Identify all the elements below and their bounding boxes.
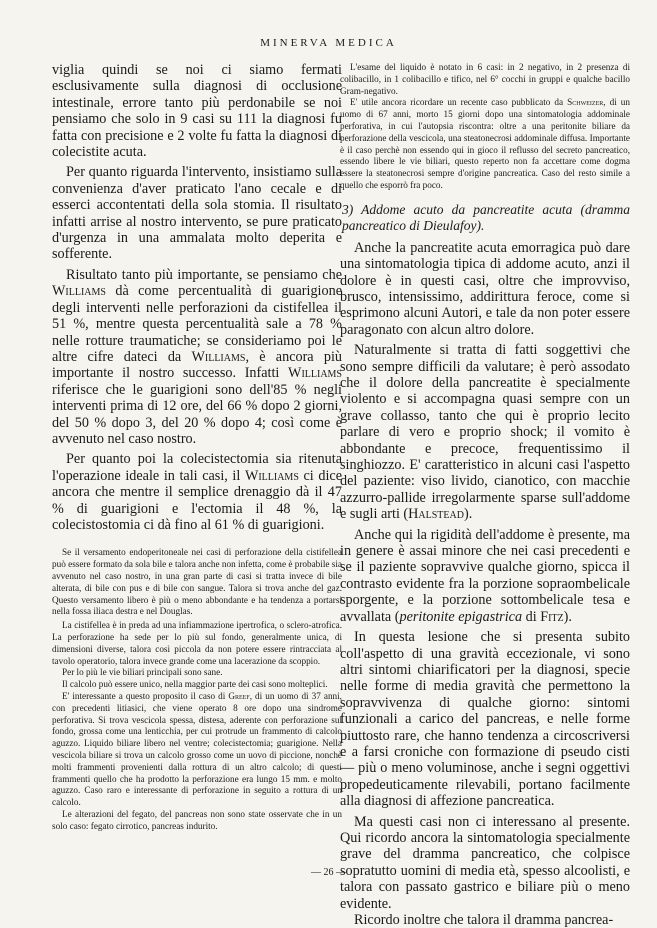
note: Per lo più le vie biliari principali sono sane. xyxy=(62,667,223,678)
author-name: Williams xyxy=(244,467,299,484)
note: La cistifellea è in preda ad una infiammazione ipertrofica, o sclero-atrofica. La perforazione ha sede per lo più sul fondo, generalmente unica, di dimensioni diverse, talora così piccola da non potere essere rintracciata al tavolo operatorio, talora invece grande come una lacerazione da scoppio. xyxy=(52,620,342,666)
paragraph: Ricordo inoltre che talora il dramma pancrea- xyxy=(354,912,614,928)
paragraph: In questa lesione che si presenta subito coll'aspetto di una gravità eccezionale, vi sono altri sintomi chiarificatori per la diagnosi, specie nelle forme di media gravità che permettono la sopravvivenza di qualche giorno: sintomi funzionali a carico del pancreas, e nelle forme piuttosto rare, che hanno tendenza a circoscriversi e a farsi croniche con formazione di pseudo cisti — più o meno voluminose, anche i segni oggettivi propedeuticamente rilevabili, portano facilmente alla diagnosi di affezione pancreatica. xyxy=(340,629,630,810)
paragraph: Ma questi casi non ci interessano al presente. Qui ricordo ancora la sintomatologia specialmente grave del dramma pancreatico, che colpisce sopratutto uomini di media età, spesso alcoolisti, e talora con passato gastrico e biliare più o meno evidente. xyxy=(340,813,630,912)
left-column xyxy=(52,62,342,833)
note: Se il versamento endoperitoneale nei casi di perforazione della cistifellea può essere formato da sola bile e talora anche non infetta, come è probabile sia avvenuto nel caso nostro, in una gran parte di casi si tratta invece di bile alterata, di bile con pus e di bile con sangue. Talora si trova anche del gaz. Questo versamento libero è più o meno abbondante e ha tendenza a portarsi nella fossa iliaca destra e nel Douglas. xyxy=(52,547,342,617)
author-name: Williams xyxy=(52,283,106,300)
paragraph: Per quanto riguarda l'intervento, insistiamo sulla convenienza d'aver praticato l'ano cecale e di esserci accontentati della sola stomia. Il risultato infatti arrise al nostro intervento, se pure praticato d'urgenza in una ammalata molto deperita e sofferente. xyxy=(52,164,342,263)
author-name: Halstead xyxy=(408,506,464,523)
paragraph: Anche qui la rigidità dell'addome è presente, ma in genere è assai minore che nei casi precedenti e se il paziente sopravvive qualche giorno, spicca il contrasto evidente fra la porzione sopraombelicale sporgente, e la porzione sottombelicale tesa e avvallata (peritonite epigastrica di Fitz). xyxy=(340,526,630,625)
paragraph: Risultato tanto più importante, se pensiamo che Williams dà come percentualità di guarigione degli interventi nelle perforazioni da cistifellea il 51 %, mentre questa percentualità sale a 78 % nelle rotture traumatiche; se consideriamo poi le altre cifre dateci da Williams, è ancora più importante il nostro successo. Infatti Williams riferisce che le guarigioni sono dell'85 % negli interventi prima di 12 ore, del 66 % dopo 2 giorni, del 50 % dopo 3, del 20 % dopo 4; così come è avvenuto nel caso nostro. xyxy=(52,266,342,447)
paragraph: Anche la pancreatite acuta emorragica può dare una sintomatologia tipica di addome acuto, anzi il dolore è in questi casi, oltre che improvviso, brusco, intensissimo, addirittura feroce, come si esprimono alcuni Autori, e tale da non poter essere paragonato con alcun altro dolore. xyxy=(340,239,630,338)
note: E' interessante a questo proposito il caso di Greef, di un uomo di 37 anni, con precedenti litiasici, che viene operato 8 ore dopo una sindrome perforativa. Si trova vescicola spessa, distesa, aderente con perforazione sul fondo, grossa come una lenticchia, per cui protrude un frammento di calcolo aguzzo. Liquido biliare libero nel ventre; colecistectomia; guarigione. Nella vescicola biliare si trova un calcolo grosso come un uovo di piccione, nonchè molti frammenti provenienti dalla rottura di un altro calcolo; di questi frammenti quello che ha prodotto la perforazione era lungo 15 mm. e molto aguzzo. Caso raro e interessante di perforazione in seguito a rottura di un calcolo. xyxy=(52,690,342,808)
author-name: Greef xyxy=(228,690,250,701)
paragraph: Naturalmente si tratta di fatti soggettivi che sono sempre difficili da valutare; è però assodato che il dolore della pancreatite è specialmente violento e si accompagna quasi sempre con un grave collasso, tanto che qui è proprio lecito parlare di vero e proprio shock; il vomito è abbondante e precoce, frequentissimo il singhiozzo. E' caratteristico in alcuni casi l'aspetto del paziente: viso livido, cianotico, con macchie azzurro-pallide irregolarmente sparse sull'addome e sugli arti (Halstead). xyxy=(340,342,630,523)
page-number: — 26 — xyxy=(311,867,346,878)
note: E' utile ancora ricordare un recente caso pubblicato da Schweizer, di un uomo di 67 anni, morto 15 giorni dopo una sintomatologia addominale perforativa, in cui l'autopsia riscontra: oltre a una peritonite biliare da perforazione della vescicola, una steatonecrosi addominale diffusa. Importante è il caso perchè non essendo qui in gioco il reflusso del secreto pancreatico, essendo libere le vie biliari, questo reperto non fa accettare come dogma essere la steatonecrosi sempre d'origine pancreatica. Caso del resto simile a quello che esporrò fra poco. xyxy=(340,97,630,190)
author-name: Williams xyxy=(191,348,246,365)
right-column xyxy=(340,62,630,928)
notes-block xyxy=(52,547,342,832)
author-name: Williams xyxy=(288,365,342,382)
note: Il calcolo può essere unico, nella maggior parte dei casi sono molteplici. xyxy=(62,679,328,690)
note: L'esame del liquido è notato in 6 casi: in 2 negativo, in 2 presenza di colibacillo, in 1 colibacillo e tifico, nel 6° cocchi in gruppi e qualche bacillo Gram-negativo. xyxy=(340,62,630,96)
running-header: MINERVA MEDICA xyxy=(260,37,397,49)
paragraph: Per quanto poi la colecistectomia sia ritenuta l'operazione ideale in tali casi, il Williams ci dice ancora che mentre il semplice drenaggio dà il 47 % di guarigioni e l'ectomia il 48 %, la colecistostomia ci dà fino al 61 % di guarigioni. xyxy=(52,451,342,533)
author-name: Schweizer xyxy=(567,97,604,108)
notes-block xyxy=(340,62,630,192)
paragraph: viglia quindi se noi ci siamo fermati esclusivamente sulla diagnosi di occlusione intestinale, errore tanto più perdonabile se noi pensiamo che solo in 9 casi su 111 la diagnosi fu fatta con precisione e 2 volte fu fatta la diagnosi di colecistite acuta. xyxy=(52,62,342,161)
author-name: Fitz xyxy=(540,608,564,625)
section-heading: 3) Addome acuto da pancreatite acuta (dramma pancreatico di Dieulafoy). xyxy=(342,201,630,233)
note: Le alterazioni del fegato, del pancreas non sono state osservate che in un solo caso: fegato cirrotico, pancreas indurito. xyxy=(52,808,342,831)
